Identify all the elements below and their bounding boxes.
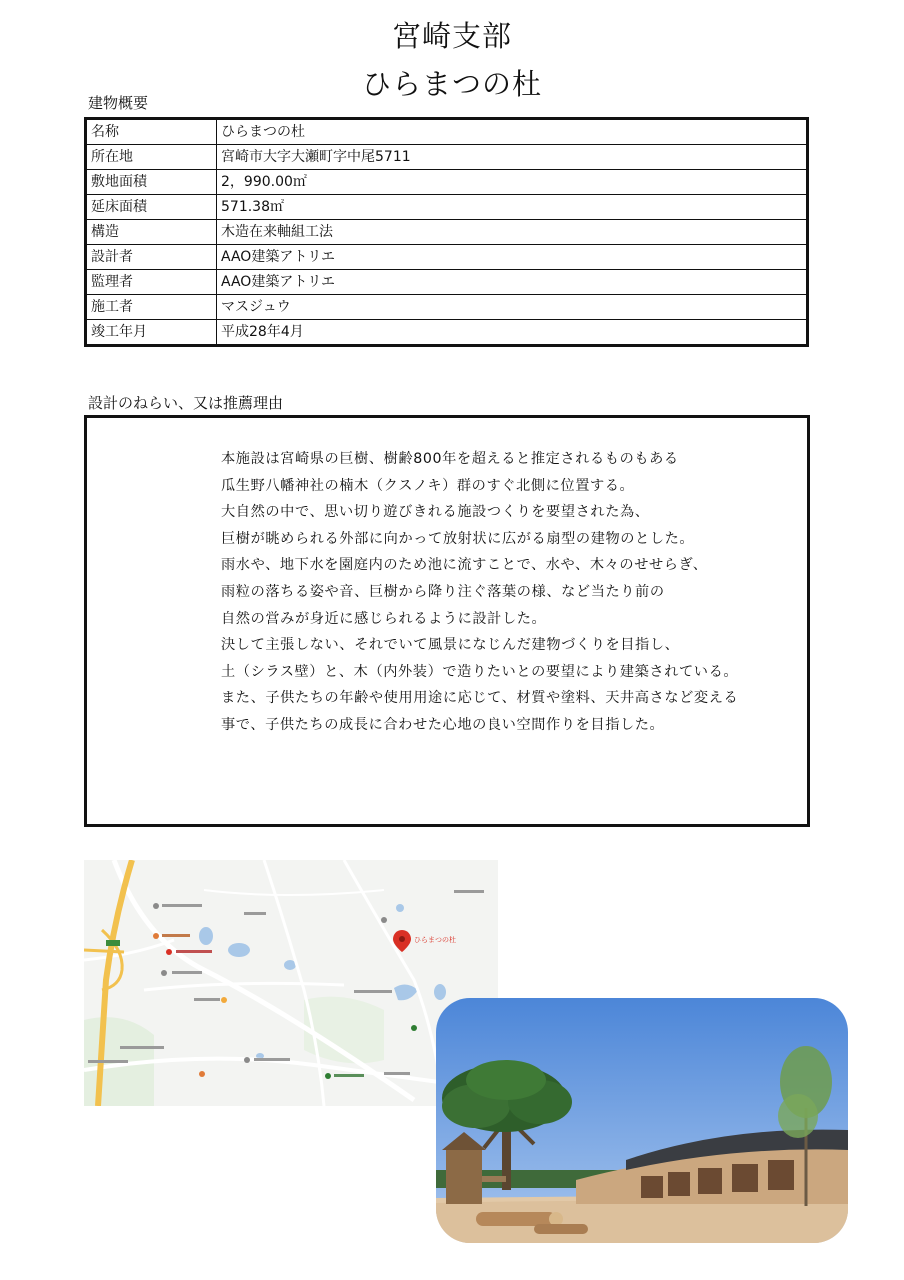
table-key: 敷地面積 — [86, 170, 217, 195]
table-value: AAO建築アトリエ — [217, 245, 808, 270]
reason-line: 瓜生野八幡神社の楠木（クスノキ）群のすぐ北側に位置する。 — [221, 477, 635, 494]
reason-line: 決して主張しない、それでいて風景になじんだ建物づくりを目指し、 — [221, 637, 680, 654]
table-value: 571.38㎡ — [217, 195, 808, 220]
map-pin-label: ひらまつの杜 — [414, 936, 456, 944]
table-value: 平成28年4月 — [217, 320, 808, 346]
table-row — [86, 170, 808, 195]
table-row — [86, 119, 808, 145]
table-row — [86, 245, 808, 270]
reason-line: 自然の営みが身近に感じられるように設計した。 — [221, 610, 547, 627]
reason-line: 土（シラス壁）と、木（内外装）で造りたいとの要望により建築されている。 — [221, 663, 739, 680]
table-row — [86, 195, 808, 220]
table-value: 木造在来軸組工法 — [217, 220, 808, 245]
table-row — [86, 220, 808, 245]
reason-text — [221, 446, 801, 739]
table-key: 構造 — [86, 220, 217, 245]
table-row — [86, 270, 808, 295]
building-name-title: ひらまつの杜 — [361, 67, 542, 101]
overview-label: 建物概要 — [88, 94, 149, 112]
table-row — [86, 145, 808, 170]
table-value: 2，990.00㎡ — [217, 170, 808, 195]
table-key: 施工者 — [86, 295, 217, 320]
table-key: 延床面積 — [86, 195, 217, 220]
reason-box — [84, 415, 810, 827]
table-value: マスジュウ — [217, 295, 808, 320]
page-title: 宮崎支部 — [391, 19, 512, 53]
table-value: AAO建築アトリエ — [217, 270, 808, 295]
table-row — [86, 320, 808, 346]
reason-line: 事で、子供たちの成長に合わせた心地の良い空間作りを目指した。 — [221, 716, 665, 733]
table-value: 宮崎市大字大瀬町字中尾5711 — [217, 145, 808, 170]
table-key: 名称 — [86, 119, 217, 145]
table-key: 監理者 — [86, 270, 217, 295]
table-key: 竣工年月 — [86, 320, 217, 346]
table-key: 所在地 — [86, 145, 217, 170]
reason-line: 雨水や、地下水を園庭内のため池に流すことで、水や、木々のせせらぎ、 — [221, 557, 708, 574]
table-value: ひらまつの杜 — [217, 119, 808, 145]
overview-table — [84, 117, 809, 347]
reason-line: 巨樹が眺められる外部に向かって放射状に広がる扇型の建物のとした。 — [221, 530, 695, 547]
table-key: 設計者 — [86, 245, 217, 270]
photo-graphic — [436, 998, 848, 1243]
reason-line: 大自然の中で、思い切り遊びきれる施設つくりを要望された為、 — [221, 504, 650, 521]
reason-line: 雨粒の落ちる姿や音、巨樹から降り注ぐ落葉の様、など当たり前の — [221, 583, 665, 600]
reason-line: 本施設は宮崎県の巨樹、樹齢800年を超えると推定されるものもある — [221, 451, 679, 467]
building-photo — [436, 998, 848, 1243]
reason-label: 設計のねらい、又は推薦理由 — [88, 394, 284, 412]
table-row — [86, 295, 808, 320]
reason-line: また、子供たちの年齢や使用用途に応じて、材質や塗料、天井高さなど変える — [221, 690, 739, 707]
